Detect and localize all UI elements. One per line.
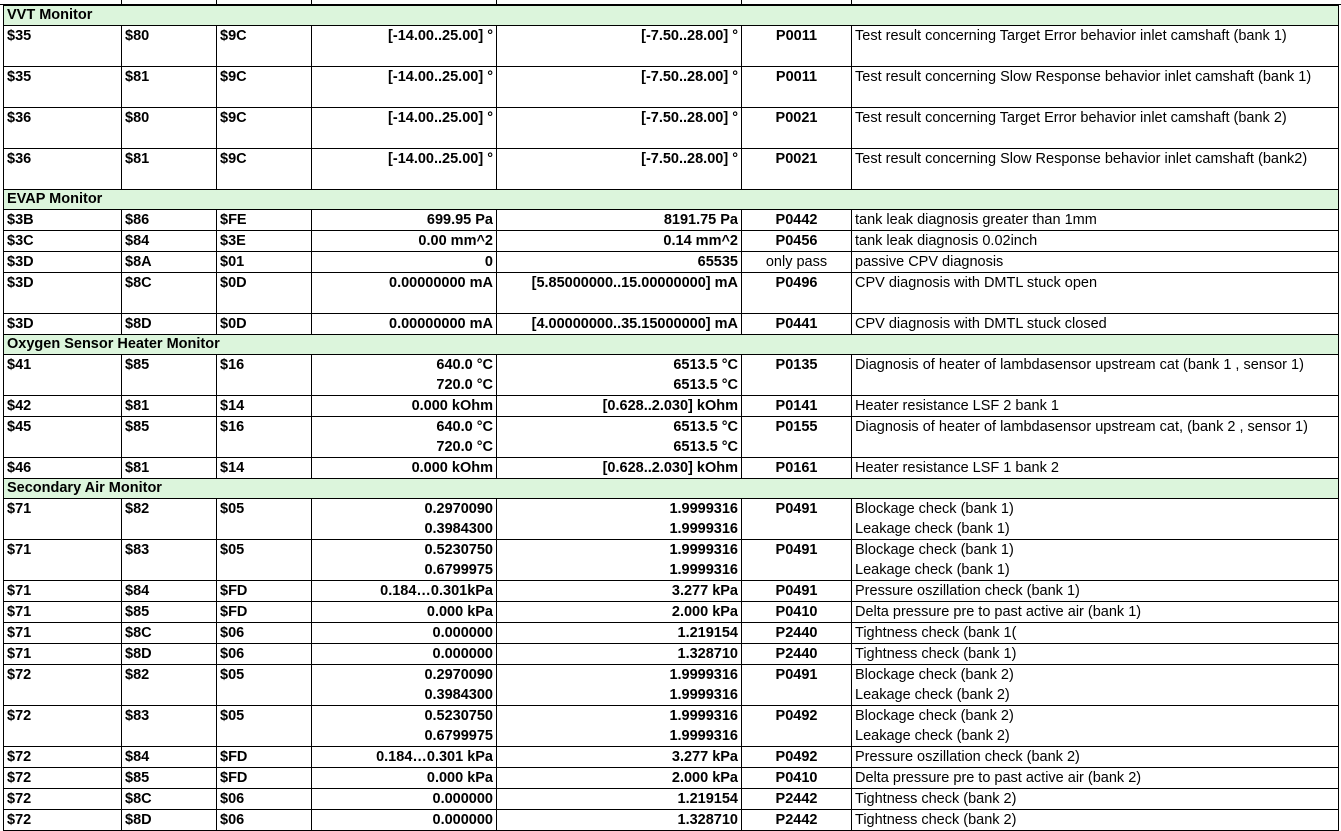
tid-cell: $80 xyxy=(122,108,217,149)
max-value-cell xyxy=(497,252,742,273)
max-value-cell-line: 1.328710 xyxy=(677,646,738,662)
min-value-cell-line: 0.184…0.301kPa xyxy=(380,583,493,599)
description-cell: tank leak diagnosis 0.02inch xyxy=(852,231,1339,252)
description-cell xyxy=(852,499,1339,540)
description-cell: Heater resistance LSF 1 bank 2 xyxy=(852,458,1339,479)
table-row xyxy=(4,602,1339,623)
unit-cell: $06 xyxy=(217,789,312,810)
max-value-cell-line: [-7.50..28.00] ° xyxy=(641,69,738,85)
unit-cell: $9C xyxy=(217,108,312,149)
min-value-cell-line: 0.5230750 xyxy=(424,542,493,558)
max-value-cell xyxy=(497,396,742,417)
min-value-cell-line: 0.3984300 xyxy=(424,687,493,703)
max-value-cell-line: 1.9999316 xyxy=(669,501,738,517)
unit-cell: $05 xyxy=(217,665,312,706)
mid-cell: $3D xyxy=(4,314,122,335)
dtc-cell: P0161 xyxy=(742,458,852,479)
description-cell xyxy=(852,665,1339,706)
min-value-cell-line: 0.2970090 xyxy=(424,501,493,517)
table-row xyxy=(4,231,1339,252)
dtc-cell: P2440 xyxy=(742,644,852,665)
mid-cell: $71 xyxy=(4,540,122,581)
min-value-cell xyxy=(312,108,497,149)
unit-cell: $FD xyxy=(217,747,312,768)
max-value-cell-line: 0.14 mm^2 xyxy=(663,233,738,249)
min-value-cell xyxy=(312,67,497,108)
max-value-cell-line: 2.000 kPa xyxy=(671,604,738,620)
max-value-cell-line: [4.00000000..35.15000000] mA xyxy=(531,316,738,332)
tid-cell: $85 xyxy=(122,355,217,396)
unit-cell: $16 xyxy=(217,355,312,396)
description-cell-line: Leakage check (bank 1) xyxy=(855,521,1010,537)
tid-cell: $84 xyxy=(122,581,217,602)
table-row xyxy=(4,149,1339,190)
unit-cell: $9C xyxy=(217,67,312,108)
description-cell: Tightness check (bank 1( xyxy=(852,623,1339,644)
table-row xyxy=(4,67,1339,108)
description-cell: Test result concerning Target Error behavior inlet camshaft (bank 1) xyxy=(852,26,1339,67)
min-value-cell-line: 640.0 °C xyxy=(436,419,493,435)
min-value-cell-line: 0.000000 xyxy=(432,625,493,641)
min-value-cell xyxy=(312,623,497,644)
min-value-cell-line: 0.000000 xyxy=(432,812,493,828)
min-value-cell xyxy=(312,581,497,602)
dtc-cell: P0410 xyxy=(742,602,852,623)
dtc-cell: only pass xyxy=(742,252,852,273)
dtc-cell: P0011 xyxy=(742,67,852,108)
tid-cell: $80 xyxy=(122,26,217,67)
unit-cell: $FE xyxy=(217,210,312,231)
min-value-cell-line: 0.184…0.301 kPa xyxy=(376,749,493,765)
max-value-cell-line: 6513.5 °C xyxy=(673,439,738,455)
dtc-cell: P0141 xyxy=(742,396,852,417)
tid-cell: $81 xyxy=(122,396,217,417)
max-value-cell xyxy=(497,810,742,831)
mid-cell: $3B xyxy=(4,210,122,231)
description-cell: Pressure oszillation check (bank 1) xyxy=(852,581,1339,602)
description-cell xyxy=(852,706,1339,747)
table-row xyxy=(4,706,1339,747)
tid-cell: $82 xyxy=(122,665,217,706)
max-value-cell-line: 8191.75 Pa xyxy=(663,212,738,228)
section-header xyxy=(4,335,1339,355)
max-value-cell-line: 1.219154 xyxy=(677,791,738,807)
description-cell-line: Leakage check (bank 1) xyxy=(855,562,1010,578)
mid-cell: $72 xyxy=(4,768,122,789)
unit-cell: $16 xyxy=(217,417,312,458)
dtc-cell: P2442 xyxy=(742,789,852,810)
table-row xyxy=(4,665,1339,706)
tid-cell: $84 xyxy=(122,231,217,252)
description-cell: Delta pressure pre to past active air (bank 1) xyxy=(852,602,1339,623)
unit-cell: $0D xyxy=(217,314,312,335)
description-cell: Tightness check (bank 1) xyxy=(852,644,1339,665)
max-value-cell-line: 1.9999316 xyxy=(669,687,738,703)
table-row xyxy=(4,458,1339,479)
max-value-cell xyxy=(497,231,742,252)
tid-cell: $82 xyxy=(122,499,217,540)
mid-cell: $3D xyxy=(4,273,122,314)
table-row xyxy=(4,810,1339,831)
max-value-cell xyxy=(497,273,742,314)
table-row xyxy=(4,26,1339,67)
min-value-cell-line: 0.6799975 xyxy=(424,728,493,744)
description-cell-line: Leakage check (bank 2) xyxy=(855,687,1010,703)
description-cell: Heater resistance LSF 2 bank 1 xyxy=(852,396,1339,417)
dtc-cell: P0491 xyxy=(742,665,852,706)
dtc-cell: P0491 xyxy=(742,499,852,540)
min-value-cell-line: 0.000 kOhm xyxy=(411,398,493,414)
max-value-cell-line: 3.277 kPa xyxy=(671,749,738,765)
table-row xyxy=(4,768,1339,789)
dtc-cell: P0491 xyxy=(742,581,852,602)
dtc-cell: P0410 xyxy=(742,768,852,789)
min-value-cell-line: 0.00 mm^2 xyxy=(418,233,493,249)
dtc-cell: P2440 xyxy=(742,623,852,644)
min-value-cell xyxy=(312,810,497,831)
description-cell: Diagnosis of heater of lambdasensor upstream cat, (bank 2 , sensor 1) xyxy=(852,417,1339,458)
min-value-cell xyxy=(312,273,497,314)
min-value-cell xyxy=(312,747,497,768)
max-value-cell xyxy=(497,210,742,231)
mid-cell: $71 xyxy=(4,581,122,602)
table-row xyxy=(4,417,1339,458)
table-row xyxy=(4,108,1339,149)
mid-cell: $36 xyxy=(4,149,122,190)
max-value-cell xyxy=(497,355,742,396)
table-top-edge xyxy=(0,0,1341,5)
min-value-cell-line: 0.00000000 mA xyxy=(389,275,493,291)
max-value-cell-line: 65535 xyxy=(697,254,738,270)
mid-cell: $3C xyxy=(4,231,122,252)
description-cell: tank leak diagnosis greater than 1mm xyxy=(852,210,1339,231)
dtc-cell: P0021 xyxy=(742,108,852,149)
tid-cell: $8D xyxy=(122,810,217,831)
max-value-cell-line: 3.277 kPa xyxy=(671,583,738,599)
max-value-cell-line: 1.328710 xyxy=(677,812,738,828)
mid-cell: $46 xyxy=(4,458,122,479)
table-row xyxy=(4,644,1339,665)
min-value-cell xyxy=(312,231,497,252)
max-value-cell xyxy=(497,644,742,665)
dtc-cell: P0135 xyxy=(742,355,852,396)
tid-cell: $83 xyxy=(122,706,217,747)
table-row xyxy=(4,747,1339,768)
max-value-cell xyxy=(497,67,742,108)
mid-cell: $72 xyxy=(4,789,122,810)
max-value-cell-line: 1.9999316 xyxy=(669,667,738,683)
max-value-cell xyxy=(497,108,742,149)
description-cell: Test result concerning Slow Response behavior inlet camshaft (bank2) xyxy=(852,149,1339,190)
unit-cell: $05 xyxy=(217,540,312,581)
min-value-cell-line: 0.6799975 xyxy=(424,562,493,578)
unit-cell: $3E xyxy=(217,231,312,252)
min-value-cell xyxy=(312,210,497,231)
max-value-cell-line: [0.628..2.030] kOhm xyxy=(602,398,738,414)
dtc-cell: P0155 xyxy=(742,417,852,458)
min-value-cell xyxy=(312,768,497,789)
min-value-cell-line: 0.000000 xyxy=(432,791,493,807)
description-cell: CPV diagnosis with DMTL stuck closed xyxy=(852,314,1339,335)
max-value-cell xyxy=(497,602,742,623)
unit-cell: $05 xyxy=(217,499,312,540)
dtc-cell: P0496 xyxy=(742,273,852,314)
tid-cell: $83 xyxy=(122,540,217,581)
min-value-cell xyxy=(312,149,497,190)
dtc-cell: P0441 xyxy=(742,314,852,335)
tid-cell: $81 xyxy=(122,458,217,479)
dtc-cell: P0442 xyxy=(742,210,852,231)
description-cell xyxy=(852,540,1339,581)
unit-cell: $05 xyxy=(217,706,312,747)
unit-cell: $FD xyxy=(217,602,312,623)
mid-cell: $72 xyxy=(4,665,122,706)
unit-cell: $14 xyxy=(217,458,312,479)
dtc-cell: P0021 xyxy=(742,149,852,190)
max-value-cell xyxy=(497,665,742,706)
table-row xyxy=(4,210,1339,231)
mid-cell: $3D xyxy=(4,252,122,273)
table-row xyxy=(4,623,1339,644)
table-row xyxy=(4,355,1339,396)
max-value-cell xyxy=(497,768,742,789)
tid-cell: $8C xyxy=(122,789,217,810)
tid-cell: $81 xyxy=(122,149,217,190)
description-cell: Test result concerning Slow Response behavior inlet camshaft (bank 1) xyxy=(852,67,1339,108)
min-value-cell-line: 699.95 Pa xyxy=(426,212,493,228)
mid-cell: $35 xyxy=(4,26,122,67)
max-value-cell-line: 6513.5 °C xyxy=(673,419,738,435)
max-value-cell xyxy=(497,314,742,335)
max-value-cell-line: 2.000 kPa xyxy=(671,770,738,786)
table-row xyxy=(4,581,1339,602)
unit-cell: $01 xyxy=(217,252,312,273)
section-title: EVAP Monitor xyxy=(4,190,1339,210)
max-value-cell xyxy=(497,789,742,810)
min-value-cell xyxy=(312,417,497,458)
description-cell: passive CPV diagnosis xyxy=(852,252,1339,273)
min-value-cell-line: 0.2970090 xyxy=(424,667,493,683)
dtc-cell: P0491 xyxy=(742,540,852,581)
min-value-cell xyxy=(312,602,497,623)
mid-cell: $42 xyxy=(4,396,122,417)
unit-cell: $FD xyxy=(217,581,312,602)
description-cell-line: Blockage check (bank 2) xyxy=(855,667,1014,683)
max-value-cell-line: 1.9999316 xyxy=(669,521,738,537)
min-value-cell xyxy=(312,789,497,810)
min-value-cell xyxy=(312,540,497,581)
dtc-cell: P0492 xyxy=(742,706,852,747)
max-value-cell-line: [5.85000000..15.00000000] mA xyxy=(531,275,738,291)
table-row xyxy=(4,273,1339,314)
obd-test-table xyxy=(3,5,1339,831)
max-value-cell xyxy=(497,458,742,479)
min-value-cell xyxy=(312,706,497,747)
min-value-cell xyxy=(312,355,497,396)
max-value-cell-line: 1.9999316 xyxy=(669,542,738,558)
max-value-cell-line: 1.9999316 xyxy=(669,708,738,724)
tid-cell: $8A xyxy=(122,252,217,273)
description-cell: Pressure oszillation check (bank 2) xyxy=(852,747,1339,768)
min-value-cell-line: 0.5230750 xyxy=(424,708,493,724)
tid-cell: $85 xyxy=(122,602,217,623)
max-value-cell xyxy=(497,417,742,458)
unit-cell: $06 xyxy=(217,644,312,665)
min-value-cell-line: 0.000 kPa xyxy=(426,770,493,786)
min-value-cell xyxy=(312,665,497,706)
description-cell-line: Blockage check (bank 1) xyxy=(855,501,1014,517)
max-value-cell xyxy=(497,747,742,768)
mid-cell: $71 xyxy=(4,602,122,623)
min-value-cell xyxy=(312,314,497,335)
max-value-cell xyxy=(497,499,742,540)
min-value-cell-line: 0.00000000 mA xyxy=(389,316,493,332)
unit-cell: $06 xyxy=(217,623,312,644)
table-row xyxy=(4,540,1339,581)
table-row xyxy=(4,499,1339,540)
min-value-cell-line: 0.000000 xyxy=(432,646,493,662)
max-value-cell xyxy=(497,581,742,602)
tid-cell: $81 xyxy=(122,67,217,108)
min-value-cell-line: 0.000 kOhm xyxy=(411,460,493,476)
mid-cell: $72 xyxy=(4,747,122,768)
min-value-cell xyxy=(312,499,497,540)
description-cell: Tightness check (bank 2) xyxy=(852,810,1339,831)
min-value-cell-line: 640.0 °C xyxy=(436,357,493,373)
tid-cell: $8C xyxy=(122,273,217,314)
dtc-cell: P2442 xyxy=(742,810,852,831)
mid-cell: $41 xyxy=(4,355,122,396)
section-header xyxy=(4,6,1339,26)
tid-cell: $8D xyxy=(122,644,217,665)
max-value-cell-line: 1.9999316 xyxy=(669,728,738,744)
description-cell-line: Blockage check (bank 1) xyxy=(855,542,1014,558)
unit-cell: $FD xyxy=(217,768,312,789)
table-row xyxy=(4,789,1339,810)
min-value-cell-line: 0 xyxy=(484,254,493,270)
unit-cell: $9C xyxy=(217,26,312,67)
max-value-cell xyxy=(497,26,742,67)
mid-cell: $36 xyxy=(4,108,122,149)
description-cell-line: Leakage check (bank 2) xyxy=(855,728,1010,744)
tid-cell: $8D xyxy=(122,314,217,335)
mid-cell: $35 xyxy=(4,67,122,108)
min-value-cell xyxy=(312,458,497,479)
mid-cell: $72 xyxy=(4,706,122,747)
section-header xyxy=(4,479,1339,499)
unit-cell: $06 xyxy=(217,810,312,831)
mid-cell: $71 xyxy=(4,499,122,540)
tid-cell: $85 xyxy=(122,768,217,789)
mid-cell: $45 xyxy=(4,417,122,458)
max-value-cell-line: [-7.50..28.00] ° xyxy=(641,110,738,126)
description-cell: Delta pressure pre to past active air (bank 2) xyxy=(852,768,1339,789)
table-row xyxy=(4,396,1339,417)
max-value-cell xyxy=(497,540,742,581)
min-value-cell-line: 720.0 °C xyxy=(436,439,493,455)
mid-cell: $71 xyxy=(4,644,122,665)
unit-cell: $9C xyxy=(217,149,312,190)
description-cell-line: Blockage check (bank 2) xyxy=(855,708,1014,724)
min-value-cell-line: [-14.00..25.00] ° xyxy=(388,151,493,167)
max-value-cell-line: 1.9999316 xyxy=(669,562,738,578)
description-cell: Test result concerning Target Error behavior inlet camshaft (bank 2) xyxy=(852,108,1339,149)
max-value-cell-line: 6513.5 °C xyxy=(673,357,738,373)
description-cell: CPV diagnosis with DMTL stuck open xyxy=(852,273,1339,314)
max-value-cell-line: 6513.5 °C xyxy=(673,377,738,393)
max-value-cell-line: [-7.50..28.00] ° xyxy=(641,151,738,167)
min-value-cell xyxy=(312,644,497,665)
min-value-cell-line: [-14.00..25.00] ° xyxy=(388,69,493,85)
mid-cell: $72 xyxy=(4,810,122,831)
min-value-cell xyxy=(312,252,497,273)
unit-cell: $0D xyxy=(217,273,312,314)
tid-cell: $84 xyxy=(122,747,217,768)
tid-cell: $85 xyxy=(122,417,217,458)
max-value-cell-line: 1.219154 xyxy=(677,625,738,641)
max-value-cell xyxy=(497,623,742,644)
mid-cell: $71 xyxy=(4,623,122,644)
min-value-cell-line: 720.0 °C xyxy=(436,377,493,393)
min-value-cell xyxy=(312,26,497,67)
description-cell: Tightness check (bank 2) xyxy=(852,789,1339,810)
dtc-cell: P0011 xyxy=(742,26,852,67)
tid-cell: $8C xyxy=(122,623,217,644)
section-title: Secondary Air Monitor xyxy=(4,479,1339,499)
max-value-cell-line: [0.628..2.030] kOhm xyxy=(602,460,738,476)
max-value-cell-line: [-7.50..28.00] ° xyxy=(641,28,738,44)
section-header xyxy=(4,190,1339,210)
min-value-cell-line: 0.3984300 xyxy=(424,521,493,537)
dtc-cell: P0456 xyxy=(742,231,852,252)
min-value-cell-line: 0.000 kPa xyxy=(426,604,493,620)
description-cell: Diagnosis of heater of lambdasensor upstream cat (bank 1 , sensor 1) xyxy=(852,355,1339,396)
max-value-cell xyxy=(497,706,742,747)
min-value-cell-line: [-14.00..25.00] ° xyxy=(388,110,493,126)
max-value-cell xyxy=(497,149,742,190)
unit-cell: $14 xyxy=(217,396,312,417)
dtc-cell: P0492 xyxy=(742,747,852,768)
min-value-cell-line: [-14.00..25.00] ° xyxy=(388,28,493,44)
table-row xyxy=(4,314,1339,335)
min-value-cell xyxy=(312,396,497,417)
section-title: VVT Monitor xyxy=(4,6,1339,26)
tid-cell: $86 xyxy=(122,210,217,231)
table-row xyxy=(4,252,1339,273)
section-title: Oxygen Sensor Heater Monitor xyxy=(4,335,1339,355)
